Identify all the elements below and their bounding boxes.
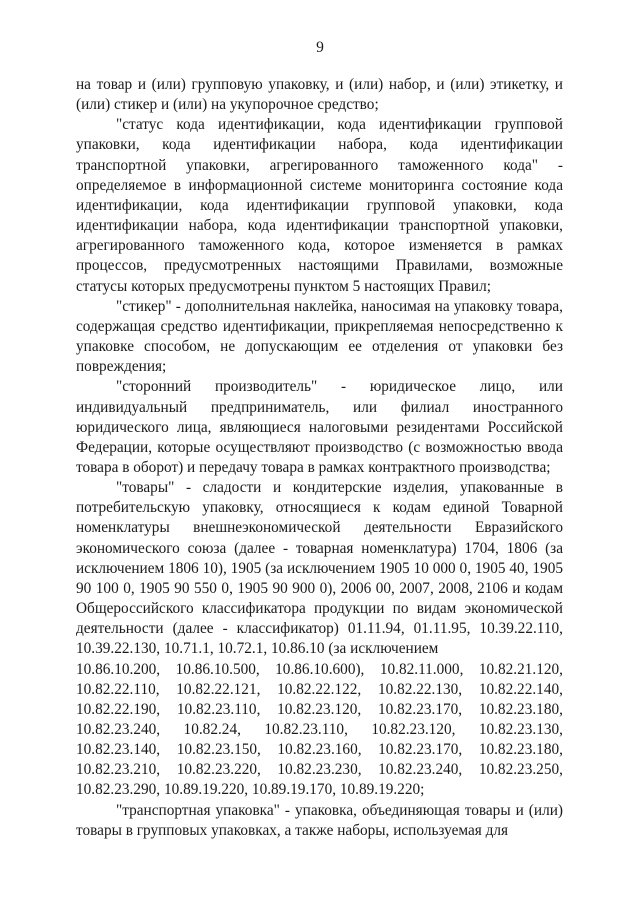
code-item: 10.86.10.500, bbox=[175, 660, 260, 678]
code-item: 10.82.21.120, bbox=[478, 660, 563, 678]
code-row bbox=[76, 760, 563, 780]
code-row bbox=[76, 660, 563, 680]
code-item: 10.82.23.170, bbox=[378, 741, 463, 759]
code-item: 10.82.23.240, bbox=[378, 761, 463, 779]
code-item: 10.82.11.000, bbox=[379, 660, 464, 678]
paragraph-third-party-definition: "сторонний производитель" - юридическое лицо, или индивидуальный предприниматель, или филиал иностранного юридического лица, являющиеся налоговыми резидентами Российской Федерации, которые осуществляют производство (с возможностью ввода товара в оборот) и передачу товара в рамках контрактного производства; bbox=[76, 378, 563, 476]
code-item: 10.86.10.600), bbox=[275, 660, 365, 678]
page-number: 9 bbox=[316, 39, 324, 56]
code-item: 10.82.22.122, bbox=[277, 680, 362, 698]
code-item: 10.86.10.200, bbox=[76, 660, 161, 678]
paragraph-status-definition: "статус кода идентификации, кода идентификации групповой упаковки, кода идентификации набора, кода идентификации транспортной упаковки, агрегированного таможенного кода" - определяемое в информационной системе мониторинга состояние кода идентификации, кода идентификации групповой упаковки, кода идентификации набора, кода идентификации транспортной упаковки, агрегированного таможенного кода, которое изменяется в рамках процессов, предусмотренных настоящими Правилами, возможные статусы которых предусмотрены пунктом 5 настоящих Правил; bbox=[76, 116, 563, 295]
codes-last-line: 10.82.23.290, 10.89.19.220, 10.89.19.170, 10.89.19.220; bbox=[76, 781, 425, 799]
document-body bbox=[76, 75, 563, 841]
code-item: 10.82.23.170, bbox=[377, 700, 463, 718]
code-item: 10.82.22.130, bbox=[377, 680, 463, 698]
code-row bbox=[76, 740, 563, 760]
code-item: 10.82.23.160, bbox=[277, 741, 362, 759]
paragraph-continuation: на товар и (или) групповую упаковку, и (или) набор, и (или) этикетку, и (или) стикер и (или) на укупорочное средство; bbox=[76, 76, 563, 114]
paragraph-sticker-definition: "стикер" - дополнительная наклейка, наносимая на упаковку товара, содержащая средство идентификации, прикрепляемая непосредственно к упаковке способом, не допускающим ее отделения от упаковки без повреждения; bbox=[76, 297, 563, 376]
code-item: 10.82.23.120, bbox=[277, 700, 362, 718]
code-item: 10.82.23.130, bbox=[478, 720, 563, 738]
code-item: 10.82.23.110, bbox=[176, 700, 261, 718]
code-item: 10.82.23.250, bbox=[478, 761, 563, 779]
code-item: 10.82.23.180, bbox=[478, 741, 563, 759]
classifier-codes-block bbox=[76, 660, 563, 801]
code-item: 10.82.23.210, bbox=[76, 761, 161, 779]
code-item: 10.82.23.180, bbox=[478, 700, 563, 718]
code-item: 10.82.22.121, bbox=[176, 680, 261, 698]
code-item: 10.82.24, bbox=[183, 720, 241, 738]
code-row bbox=[76, 700, 563, 720]
paragraph-transport-package-definition: "транспортная упаковка" - упаковка, объединяющая товары и (или) товары в групповых упаковках, а также наборы, используемая для bbox=[76, 801, 563, 839]
code-item: 10.82.22.140, bbox=[478, 680, 563, 698]
code-row bbox=[76, 720, 563, 740]
code-item: 10.82.23.220, bbox=[176, 761, 261, 779]
code-item: 10.82.23.120, bbox=[371, 720, 456, 738]
code-item: 10.82.23.150, bbox=[176, 741, 261, 759]
code-item: 10.82.22.110, bbox=[76, 680, 160, 698]
code-row bbox=[76, 680, 563, 700]
code-item: 10.82.22.190, bbox=[76, 700, 161, 718]
code-item: 10.82.23.110, bbox=[264, 720, 348, 738]
code-item: 10.82.23.140, bbox=[76, 741, 161, 759]
code-item: 10.82.23.240, bbox=[76, 720, 161, 738]
paragraph-goods-definition: "товары" - сладости и кондитерские изделия, упакованные в потребительскую упаковку, относящиеся к кодам единой Товарной номенклатуры внешнеэкономической деятельности Евразийского экономического союза (далее - товарная номенклатура) 1704, 1806 (за исключением 1806 10), 1905 (за исключением 1905 10 000 0, 1905 40, 1905 90 100 0, 1905 90 550 0, 1905 90 900 0), 2006 00, 2007, 2008, 2106 и кодам Общероссийского классификатора продукции по видам экономической деятельности (далее - классификатор) 01.11.94, 01.11.95, 10.39.22.110, 10.39.22.130, 10.71.1, 10.72.1, 10.86.10 (за исключением bbox=[76, 479, 563, 658]
code-item: 10.82.23.230, bbox=[277, 761, 362, 779]
